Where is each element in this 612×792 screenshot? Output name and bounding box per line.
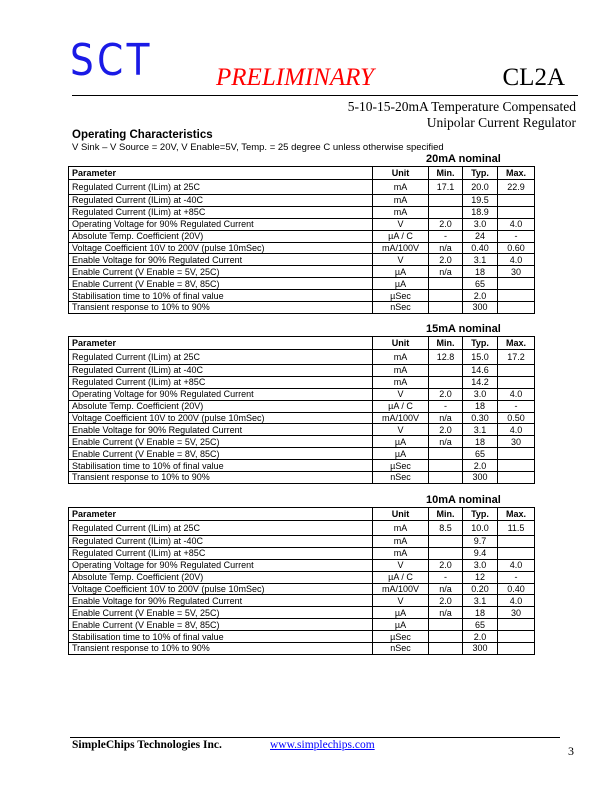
column-header: Unit xyxy=(373,337,429,350)
typ-cell: 24 xyxy=(463,230,498,242)
typ-cell: 3.1 xyxy=(463,595,498,607)
column-header: Unit xyxy=(373,167,429,180)
unit-cell: µA xyxy=(373,448,429,460)
parameter-cell: Enable Current (V Enable = 8V, 85C) xyxy=(69,278,373,290)
min-cell xyxy=(429,536,463,548)
typ-cell: 9.7 xyxy=(463,536,498,548)
unit-cell: mA xyxy=(373,180,429,195)
table-row xyxy=(69,230,535,242)
parameter-cell: Enable Voltage for 90% Regulated Current xyxy=(69,254,373,266)
parameter-cell: Enable Voltage for 90% Regulated Current xyxy=(69,595,373,607)
table-header-row xyxy=(69,508,535,521)
max-cell: 30 xyxy=(498,607,535,619)
typ-cell: 20.0 xyxy=(463,180,498,195)
typ-cell: 300 xyxy=(463,643,498,655)
min-cell: n/a xyxy=(429,607,463,619)
table-row xyxy=(69,302,535,314)
max-cell xyxy=(498,643,535,655)
min-cell xyxy=(429,302,463,314)
max-cell: 4.0 xyxy=(498,559,535,571)
max-cell: 4.0 xyxy=(498,595,535,607)
unit-cell: µA / C xyxy=(373,571,429,583)
table-row xyxy=(69,195,535,207)
characteristics-table xyxy=(68,166,535,314)
table-row xyxy=(69,436,535,448)
parameter-cell: Regulated Current (ILim) at +85C xyxy=(69,376,373,388)
typ-cell: 12 xyxy=(463,571,498,583)
typ-cell: 300 xyxy=(463,302,498,314)
unit-cell: V xyxy=(373,218,429,230)
parameter-cell: Transient response to 10% to 90% xyxy=(69,643,373,655)
column-header: Min. xyxy=(429,167,463,180)
table-header-row xyxy=(69,167,535,180)
table-row xyxy=(69,631,535,643)
parameter-cell: Voltage Coefficient 10V to 200V (pulse 10mSec) xyxy=(69,583,373,595)
unit-cell: µA / C xyxy=(373,230,429,242)
max-cell xyxy=(498,206,535,218)
max-cell: 4.0 xyxy=(498,218,535,230)
unit-cell: mA xyxy=(373,206,429,218)
min-cell: n/a xyxy=(429,242,463,254)
max-cell xyxy=(498,278,535,290)
preliminary-label: PRELIMINARY xyxy=(216,64,374,91)
unit-cell: µA xyxy=(373,266,429,278)
typ-cell: 18 xyxy=(463,400,498,412)
table-row xyxy=(69,242,535,254)
unit-cell: nSec xyxy=(373,302,429,314)
max-cell xyxy=(498,460,535,472)
max-cell xyxy=(498,619,535,631)
typ-cell: 14.2 xyxy=(463,376,498,388)
column-header: Typ. xyxy=(463,337,498,350)
max-cell: 4.0 xyxy=(498,424,535,436)
min-cell: 12.8 xyxy=(429,350,463,365)
typ-cell: 3.1 xyxy=(463,254,498,266)
min-cell xyxy=(429,643,463,655)
max-cell xyxy=(498,448,535,460)
max-cell: 30 xyxy=(498,436,535,448)
min-cell: 2.0 xyxy=(429,218,463,230)
unit-cell: nSec xyxy=(373,643,429,655)
parameter-cell: Absolute Temp. Coefficient (20V) xyxy=(69,571,373,583)
parameter-cell: Enable Current (V Enable = 5V, 25C) xyxy=(69,266,373,278)
column-header: Unit xyxy=(373,508,429,521)
typ-cell: 0.30 xyxy=(463,412,498,424)
table-row xyxy=(69,290,535,302)
max-cell xyxy=(498,472,535,484)
min-cell xyxy=(429,290,463,302)
max-cell xyxy=(498,195,535,207)
min-cell: - xyxy=(429,571,463,583)
table-row xyxy=(69,388,535,400)
unit-cell: mA/100V xyxy=(373,583,429,595)
typ-cell: 65 xyxy=(463,278,498,290)
table-row xyxy=(69,460,535,472)
unit-cell: mA xyxy=(373,536,429,548)
parameter-cell: Transient response to 10% to 90% xyxy=(69,302,373,314)
parameter-cell: Stabilisation time to 10% of final value xyxy=(69,460,373,472)
max-cell: 0.40 xyxy=(498,583,535,595)
table-header-row xyxy=(69,337,535,350)
parameter-cell: Regulated Current (ILim) at 25C xyxy=(69,350,373,365)
typ-cell: 9.4 xyxy=(463,547,498,559)
max-cell xyxy=(498,302,535,314)
max-cell: - xyxy=(498,400,535,412)
parameter-cell: Transient response to 10% to 90% xyxy=(69,472,373,484)
max-cell: 30 xyxy=(498,266,535,278)
parameter-cell: Operating Voltage for 90% Regulated Current xyxy=(69,388,373,400)
parameter-cell: Regulated Current (ILim) at 25C xyxy=(69,521,373,536)
parameter-cell: Enable Voltage for 90% Regulated Current xyxy=(69,424,373,436)
column-header: Max. xyxy=(498,508,535,521)
table-row xyxy=(69,595,535,607)
table-row xyxy=(69,350,535,365)
unit-cell: µA xyxy=(373,619,429,631)
max-cell: - xyxy=(498,230,535,242)
table-title: 15mA nominal xyxy=(426,323,501,335)
min-cell xyxy=(429,619,463,631)
table-row xyxy=(69,365,535,377)
min-cell: 2.0 xyxy=(429,595,463,607)
column-header: Min. xyxy=(429,337,463,350)
table-row xyxy=(69,583,535,595)
unit-cell: V xyxy=(373,254,429,266)
typ-cell: 15.0 xyxy=(463,350,498,365)
typ-cell: 0.20 xyxy=(463,583,498,595)
parameter-cell: Enable Current (V Enable = 5V, 25C) xyxy=(69,607,373,619)
table-title: 10mA nominal xyxy=(426,494,501,506)
footer-divider xyxy=(70,737,560,738)
unit-cell: mA xyxy=(373,195,429,207)
table-row xyxy=(69,448,535,460)
min-cell: 2.0 xyxy=(429,559,463,571)
unit-cell: µSec xyxy=(373,631,429,643)
section-title: Operating Characteristics xyxy=(72,129,213,141)
parameter-cell: Absolute Temp. Coefficient (20V) xyxy=(69,230,373,242)
typ-cell: 18.9 xyxy=(463,206,498,218)
unit-cell: µA xyxy=(373,278,429,290)
unit-cell: mA/100V xyxy=(373,242,429,254)
table-row xyxy=(69,254,535,266)
table-row xyxy=(69,424,535,436)
typ-cell: 0.40 xyxy=(463,242,498,254)
column-header: Max. xyxy=(498,167,535,180)
header-divider xyxy=(72,95,578,96)
column-header: Min. xyxy=(429,508,463,521)
column-header: Max. xyxy=(498,337,535,350)
table-row xyxy=(69,571,535,583)
unit-cell: µA xyxy=(373,436,429,448)
typ-cell: 3.1 xyxy=(463,424,498,436)
parameter-cell: Regulated Current (ILim) at -40C xyxy=(69,365,373,377)
min-cell xyxy=(429,376,463,388)
typ-cell: 3.0 xyxy=(463,388,498,400)
min-cell: - xyxy=(429,230,463,242)
max-cell xyxy=(498,547,535,559)
parameter-cell: Regulated Current (ILim) at +85C xyxy=(69,547,373,559)
parameter-cell: Regulated Current (ILim) at 25C xyxy=(69,180,373,195)
min-cell: - xyxy=(429,400,463,412)
unit-cell: mA xyxy=(373,365,429,377)
unit-cell: µA xyxy=(373,607,429,619)
test-conditions: V Sink – V Source = 20V, V Enable=5V, Temp. = 25 degree C unless otherwise specified xyxy=(72,142,444,153)
unit-cell: mA/100V xyxy=(373,412,429,424)
table-row xyxy=(69,547,535,559)
company-name: SimpleChips Technologies Inc. xyxy=(72,739,222,751)
min-cell: 2.0 xyxy=(429,424,463,436)
table-row xyxy=(69,521,535,536)
min-cell xyxy=(429,195,463,207)
min-cell: 17.1 xyxy=(429,180,463,195)
column-header: Typ. xyxy=(463,167,498,180)
characteristics-table xyxy=(68,336,535,484)
table-row xyxy=(69,412,535,424)
typ-cell: 2.0 xyxy=(463,460,498,472)
table-row xyxy=(69,206,535,218)
min-cell: 2.0 xyxy=(429,254,463,266)
max-cell: 4.0 xyxy=(498,388,535,400)
page-number: 3 xyxy=(568,744,574,758)
typ-cell: 14.6 xyxy=(463,365,498,377)
min-cell: 8.5 xyxy=(429,521,463,536)
min-cell: 2.0 xyxy=(429,388,463,400)
unit-cell: µA / C xyxy=(373,400,429,412)
min-cell: n/a xyxy=(429,436,463,448)
min-cell: n/a xyxy=(429,583,463,595)
column-header: Typ. xyxy=(463,508,498,521)
unit-cell: V xyxy=(373,559,429,571)
subtitle-line-2: Unipolar Current Regulator xyxy=(426,115,576,130)
min-cell xyxy=(429,206,463,218)
column-header: Parameter xyxy=(69,337,373,350)
subtitle-line-1: 5-10-15-20mA Temperature Compensated xyxy=(347,99,576,114)
table-row xyxy=(69,400,535,412)
characteristics-table xyxy=(68,507,535,655)
min-cell xyxy=(429,472,463,484)
parameter-cell: Stabilisation time to 10% of final value xyxy=(69,290,373,302)
unit-cell: µSec xyxy=(373,290,429,302)
typ-cell: 19.5 xyxy=(463,195,498,207)
table-row xyxy=(69,180,535,195)
max-cell xyxy=(498,631,535,643)
column-header: Parameter xyxy=(69,508,373,521)
typ-cell: 18 xyxy=(463,266,498,278)
unit-cell: mA xyxy=(373,547,429,559)
max-cell: 17.2 xyxy=(498,350,535,365)
unit-cell: nSec xyxy=(373,472,429,484)
parameter-cell: Operating Voltage for 90% Regulated Current xyxy=(69,218,373,230)
part-number: CL2A xyxy=(502,64,565,91)
table-row xyxy=(69,536,535,548)
max-cell: 0.60 xyxy=(498,242,535,254)
table-row xyxy=(69,278,535,290)
table-row xyxy=(69,376,535,388)
typ-cell: 2.0 xyxy=(463,290,498,302)
table-row xyxy=(69,619,535,631)
typ-cell: 2.0 xyxy=(463,631,498,643)
min-cell xyxy=(429,460,463,472)
table-row xyxy=(69,643,535,655)
table-row xyxy=(69,472,535,484)
typ-cell: 3.0 xyxy=(463,559,498,571)
max-cell xyxy=(498,290,535,302)
parameter-cell: Regulated Current (ILim) at -40C xyxy=(69,195,373,207)
parameter-cell: Stabilisation time to 10% of final value xyxy=(69,631,373,643)
max-cell: 0.50 xyxy=(498,412,535,424)
table-row xyxy=(69,218,535,230)
unit-cell: V xyxy=(373,595,429,607)
max-cell xyxy=(498,365,535,377)
unit-cell: mA xyxy=(373,350,429,365)
max-cell: 11.5 xyxy=(498,521,535,536)
unit-cell: mA xyxy=(373,376,429,388)
parameter-cell: Regulated Current (ILim) at +85C xyxy=(69,206,373,218)
column-header: Parameter xyxy=(69,167,373,180)
typ-cell: 10.0 xyxy=(463,521,498,536)
parameter-cell: Absolute Temp. Coefficient (20V) xyxy=(69,400,373,412)
parameter-cell: Voltage Coefficient 10V to 200V (pulse 10mSec) xyxy=(69,242,373,254)
table-row xyxy=(69,607,535,619)
max-cell xyxy=(498,536,535,548)
website-link[interactable]: www.simplechips.com xyxy=(270,739,375,751)
parameter-cell: Voltage Coefficient 10V to 200V (pulse 10mSec) xyxy=(69,412,373,424)
min-cell xyxy=(429,631,463,643)
unit-cell: µSec xyxy=(373,460,429,472)
parameter-cell: Enable Current (V Enable = 8V, 85C) xyxy=(69,448,373,460)
parameter-cell: Regulated Current (ILim) at -40C xyxy=(69,536,373,548)
parameter-cell: Enable Current (V Enable = 8V, 85C) xyxy=(69,619,373,631)
table-title: 20mA nominal xyxy=(426,153,501,165)
min-cell xyxy=(429,448,463,460)
max-cell: 4.0 xyxy=(498,254,535,266)
max-cell: 22.9 xyxy=(498,180,535,195)
sct-logo: SCT xyxy=(70,35,153,86)
table-row xyxy=(69,559,535,571)
unit-cell: mA xyxy=(373,521,429,536)
min-cell xyxy=(429,278,463,290)
unit-cell: V xyxy=(373,388,429,400)
typ-cell: 18 xyxy=(463,607,498,619)
max-cell: - xyxy=(498,571,535,583)
table-row xyxy=(69,266,535,278)
unit-cell: V xyxy=(373,424,429,436)
min-cell xyxy=(429,547,463,559)
typ-cell: 18 xyxy=(463,436,498,448)
typ-cell: 65 xyxy=(463,448,498,460)
parameter-cell: Operating Voltage for 90% Regulated Current xyxy=(69,559,373,571)
typ-cell: 300 xyxy=(463,472,498,484)
typ-cell: 3.0 xyxy=(463,218,498,230)
typ-cell: 65 xyxy=(463,619,498,631)
parameter-cell: Enable Current (V Enable = 5V, 25C) xyxy=(69,436,373,448)
max-cell xyxy=(498,376,535,388)
min-cell: n/a xyxy=(429,412,463,424)
min-cell: n/a xyxy=(429,266,463,278)
min-cell xyxy=(429,365,463,377)
